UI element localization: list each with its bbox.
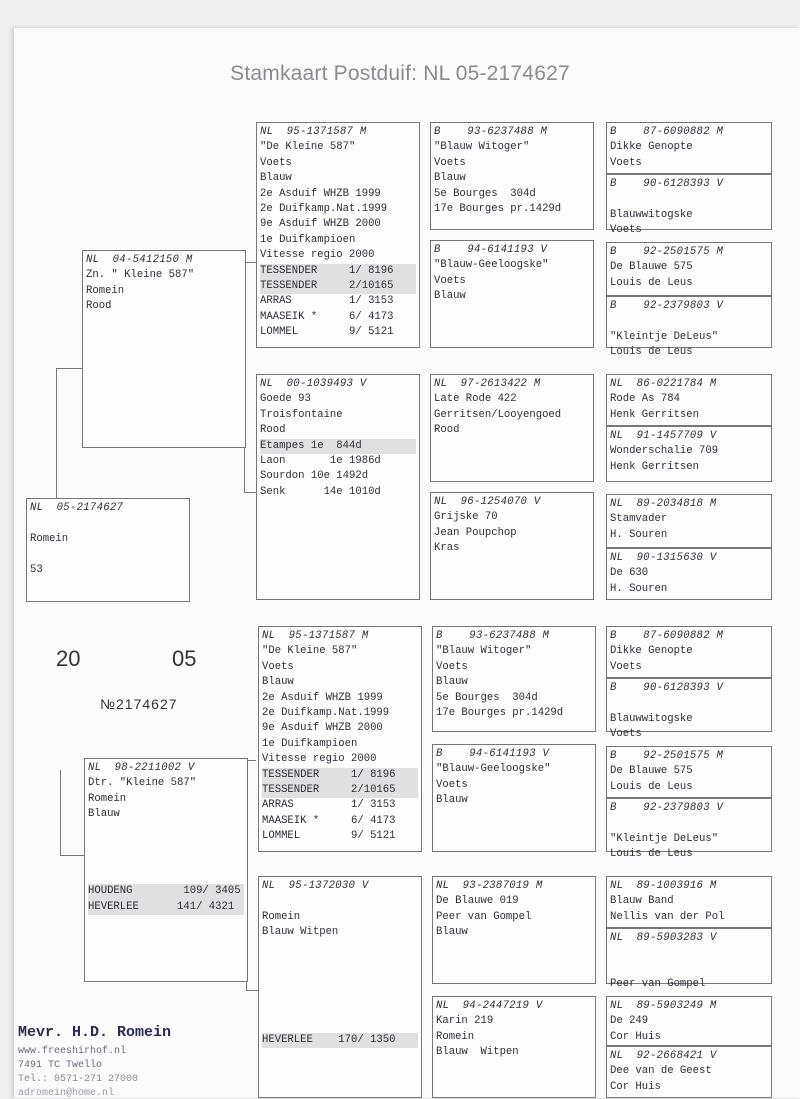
- card-line: Dikke Genopte: [610, 645, 693, 658]
- ds-dam-card: [432, 744, 596, 852]
- ring-code: B 87-6090882 M: [610, 126, 724, 138]
- card-line: [610, 946, 768, 961]
- card-line: Vitesse regio 2000: [260, 249, 375, 262]
- card-line: Troisfontaine: [260, 408, 343, 421]
- card-line: Blauw: [434, 290, 466, 303]
- card-line: Goede 93: [260, 393, 311, 406]
- card-line: 2e Duifkamp.Nat.1999: [260, 202, 388, 215]
- sdd-sire-card: [606, 494, 772, 548]
- card-line: [610, 962, 768, 977]
- connector-line: [56, 368, 57, 498]
- card-line: Voets: [610, 728, 642, 741]
- ring-code: B 94-6141193 V: [434, 244, 548, 256]
- dss-dam-card: [606, 678, 772, 741]
- card-line: Romein: [88, 792, 127, 805]
- ring-code: B 92-2379803 V: [610, 300, 724, 312]
- card-line: [262, 894, 418, 909]
- ring-year-left: 20: [56, 646, 81, 671]
- card-line: Peer van Gompel: [610, 978, 706, 991]
- ring-code: NL 98-2211002 V: [88, 762, 195, 774]
- dd-dam-card: [432, 996, 596, 1098]
- ss-dam-card: [430, 240, 594, 348]
- sds-dam-card: [606, 426, 772, 482]
- card-line: Vitesse regio 2000: [262, 753, 377, 766]
- card-line: Blauw: [88, 808, 120, 821]
- sss-dam-card: [606, 174, 772, 237]
- dsd-dam-card: [606, 798, 772, 861]
- card-line: LOMMEL 9/ 5121: [260, 326, 394, 339]
- card-line: Peer van Gompel: [436, 910, 532, 923]
- card-line: "Blauw-Geeloogske": [434, 259, 549, 272]
- card-line: Voets: [434, 156, 466, 169]
- dam-dam-card: [258, 876, 422, 1098]
- card-line: Laon 1e 1986d: [260, 454, 381, 467]
- card-line: Voets: [610, 224, 642, 237]
- card-line: Louis de Leus: [610, 276, 693, 289]
- card-line: HEVERLEE 141/ 4321: [88, 900, 244, 915]
- owner-name: Mevr. H.D. Romein: [18, 1024, 172, 1041]
- sds-sire-card: [606, 374, 772, 426]
- sss-sire-card: [606, 122, 772, 174]
- card-line: Blauw: [262, 676, 294, 689]
- ring-code: NL 91-1457709 V: [610, 430, 717, 442]
- ssd-sire-card: [606, 242, 772, 296]
- card-line: [262, 941, 418, 956]
- card-line: "Blauw Witoger": [436, 645, 532, 658]
- card-line: Romein: [30, 532, 69, 545]
- card-line: Romein: [436, 1030, 475, 1043]
- card-line: Blauw: [436, 676, 468, 689]
- ring-code: NL 89-1003916 M: [610, 880, 717, 892]
- card-line: Blauwwitogske: [610, 712, 693, 725]
- sire-dam-card: [256, 374, 420, 600]
- card-line: Zn. " Kleine 587": [86, 269, 195, 282]
- card-line: Grijske 70: [434, 511, 498, 524]
- card-line: [610, 696, 768, 711]
- card-line: De Blauwe 575: [610, 765, 693, 778]
- ring-code: NL 93-2387019 M: [436, 880, 543, 892]
- card-line: LOMMEL 9/ 5121: [262, 830, 396, 843]
- card-line: Blauw: [260, 172, 292, 185]
- card-line: Voets: [610, 660, 642, 673]
- card-line: Voets: [610, 156, 642, 169]
- card-line: MAASEIK * 6/ 4173: [260, 310, 394, 323]
- card-line: Blauwwitogske: [610, 208, 693, 221]
- ring-number: №2174627: [100, 696, 178, 712]
- owner-website: www.freeshirhof.nl: [18, 1046, 127, 1057]
- connector-line: [246, 990, 258, 991]
- card-line: Henk Gerritsen: [610, 460, 700, 473]
- owner-address: 7491 TC Twello: [18, 1060, 103, 1071]
- ring-code: B 93-6237488 M: [434, 126, 548, 138]
- card-line: 2e Asduif WHZB 1999: [260, 187, 381, 200]
- card-line: 17e Bourges pr.1429d: [434, 202, 562, 215]
- ring-code: NL 96-1254070 V: [434, 496, 541, 508]
- card-line: [610, 192, 768, 207]
- card-line: Henk Gerritsen: [610, 408, 700, 421]
- ring-code: NL 00-1039493 V: [260, 378, 367, 390]
- card-line: ARRAS 1/ 3153: [262, 799, 396, 812]
- ring-code: NL 94-2447219 V: [436, 1000, 543, 1012]
- card-line: Louis de Leus: [610, 780, 693, 793]
- ring-code: NL 95-1372030 V: [262, 880, 369, 892]
- card-line: 1e Duifkampioen: [262, 737, 358, 750]
- card-line: "De Kleine 587": [262, 645, 358, 658]
- card-line: [262, 971, 418, 986]
- dam-sire-card: [258, 626, 422, 852]
- card-line: 9e Asduif WHZB 2000: [262, 722, 383, 735]
- ring-code: NL 05-2174627: [30, 502, 124, 514]
- card-line: Jean Poupchop: [434, 526, 517, 539]
- dds-dam-card: [606, 928, 772, 991]
- ring-code: NL 89-2034818 M: [610, 498, 717, 510]
- card-line: "Kleintje DeLeus": [610, 832, 719, 845]
- card-line: 5e Bourges 304d: [434, 187, 536, 200]
- sdd-dam-card: [606, 548, 772, 600]
- card-line: [610, 314, 768, 329]
- ring-code: B 90-6128393 V: [610, 178, 724, 190]
- card-line: 2e Duifkamp.Nat.1999: [262, 706, 390, 719]
- ss-sire-card: [430, 122, 594, 230]
- card-line: H. Souren: [610, 528, 668, 541]
- card-line: Blauw: [436, 794, 468, 807]
- pigeon-card: [26, 498, 190, 602]
- card-line: Romein: [86, 284, 125, 297]
- card-line: Karin 219: [436, 1015, 494, 1028]
- ring-code: NL 90-1315630 V: [610, 552, 717, 564]
- card-line: Kras: [434, 542, 460, 555]
- card-line: Stamvader: [610, 513, 668, 526]
- ddd-sire-card: [606, 996, 772, 1046]
- card-line: Blauw Witpen: [262, 926, 339, 939]
- card-line: [262, 1002, 418, 1017]
- card-line: Blauw: [434, 172, 466, 185]
- card-line: "Blauw-Geeloogske": [436, 763, 551, 776]
- card-line: De 249: [610, 1015, 649, 1028]
- ring-code: NL 89-5903283 V: [610, 932, 717, 944]
- card-line: Etampes 1e 844d: [260, 439, 416, 454]
- card-line: Dtr. "Kleine 587": [88, 777, 197, 790]
- card-line: Voets: [262, 660, 294, 673]
- card-line: HEVERLEE 170/ 1350: [262, 1033, 418, 1048]
- card-line: [610, 816, 768, 831]
- card-line: Blauw: [436, 926, 468, 939]
- ring-code: B 92-2379803 V: [610, 802, 724, 814]
- card-line: Cor Huis: [610, 1030, 661, 1043]
- card-line: Louis de Leus: [610, 848, 693, 861]
- card-line: [262, 1018, 418, 1033]
- card-line: Cor Huis: [610, 1080, 661, 1093]
- card-line: Voets: [436, 778, 468, 791]
- ssd-dam-card: [606, 296, 772, 359]
- ddd-dam-card: [606, 1046, 772, 1098]
- card-line: Wonderschalie 709: [610, 445, 719, 458]
- ring-code: B 87-6090882 M: [610, 630, 724, 642]
- ring-code: NL 86-0221784 M: [610, 378, 717, 390]
- ring-code: B 92-2501575 M: [610, 750, 724, 762]
- card-line: Voets: [434, 274, 466, 287]
- card-line: Dikke Genopte: [610, 141, 693, 154]
- ring-code: NL 95-1371587 M: [262, 630, 369, 642]
- card-line: 17e Bourges pr.1429d: [436, 706, 564, 719]
- card-line: Louis de Leus: [610, 346, 693, 359]
- sire-sire-card: [256, 122, 420, 348]
- card-line: Nellis van der Pol: [610, 910, 725, 923]
- sire-card: [82, 250, 246, 448]
- ring-code: NL 92-2668421 V: [610, 1050, 717, 1062]
- card-line: 2e Asduif WHZB 1999: [262, 691, 383, 704]
- ring-code: NL 95-1371587 M: [260, 126, 367, 138]
- ds-sire-card: [432, 626, 596, 732]
- card-line: De Blauwe 019: [436, 895, 519, 908]
- card-line: "Blauw Witoger": [434, 141, 530, 154]
- card-line: De Blauwe 575: [610, 261, 693, 274]
- card-line: Voets: [436, 660, 468, 673]
- card-line: TESSENDER 1/ 8196: [262, 768, 418, 783]
- card-line: De 630: [610, 567, 649, 580]
- card-line: HOUDENG 109/ 3405: [88, 884, 244, 899]
- dam-card: [84, 758, 248, 982]
- dds-sire-card: [606, 876, 772, 928]
- connector-line: [56, 368, 82, 369]
- card-line: [30, 516, 186, 531]
- card-line: Rood: [434, 424, 460, 437]
- card-line: Sourdon 10e 1492d: [260, 470, 369, 483]
- card-line: Senk 14e 1010d: [260, 485, 381, 498]
- card-line: Rood: [260, 424, 286, 437]
- card-line: 1e Duifkampioen: [260, 233, 356, 246]
- card-line: "De Kleine 587": [260, 141, 356, 154]
- connector-line: [244, 492, 256, 493]
- card-line: ARRAS 1/ 3153: [260, 295, 394, 308]
- card-line: [262, 987, 418, 1002]
- ring-code: NL 04-5412150 M: [86, 254, 193, 266]
- ring-code: NL 89-5903249 M: [610, 1000, 717, 1012]
- connector-line: [60, 770, 61, 855]
- sd-sire-card: [430, 374, 594, 482]
- ring-code: B 92-2501575 M: [610, 246, 724, 258]
- card-line: H. Souren: [610, 582, 668, 595]
- card-line: Voets: [260, 156, 292, 169]
- page-title: Stamkaart Postduif: NL 05-2174627: [230, 62, 570, 85]
- card-line: MAASEIK * 6/ 4173: [262, 814, 396, 827]
- card-line: TESSENDER 2/10165: [262, 783, 418, 798]
- ring-code: B 94-6141193 V: [436, 748, 550, 760]
- card-line: 53: [30, 563, 43, 576]
- ring-code: B 90-6128393 V: [610, 682, 724, 694]
- card-line: [88, 823, 244, 838]
- card-line: Rode As 784: [610, 393, 680, 406]
- card-line: TESSENDER 1/ 8196: [260, 264, 416, 279]
- card-line: 9e Asduif WHZB 2000: [260, 218, 381, 231]
- card-line: Dee van de Geest: [610, 1065, 712, 1078]
- card-line: Late Rode 422: [434, 393, 517, 406]
- dss-sire-card: [606, 626, 772, 678]
- card-line: Romein: [262, 910, 301, 923]
- ring-code: NL 97-2613422 M: [434, 378, 541, 390]
- card-line: TESSENDER 2/10165: [260, 279, 416, 294]
- card-line: Blauw Witpen: [436, 1046, 519, 1059]
- card-line: Rood: [86, 300, 112, 313]
- card-line: [88, 869, 244, 884]
- card-line: "Kleintje DeLeus": [610, 330, 719, 343]
- card-line: [88, 853, 244, 868]
- card-line: [88, 838, 244, 853]
- ring-year-right: 05: [172, 646, 197, 671]
- ring-code: B 93-6237488 M: [436, 630, 550, 642]
- dd-sire-card: [432, 876, 596, 984]
- card-line: 5e Bourges 304d: [436, 691, 538, 704]
- card-line: [262, 956, 418, 971]
- owner-phone: Tel.: 0571-271 27000: [18, 1074, 139, 1085]
- card-line: Blauw Band: [610, 895, 674, 908]
- owner-email: adromein@home.nl: [18, 1088, 115, 1099]
- connector-line: [60, 855, 84, 856]
- sd-dam-card: [430, 492, 594, 600]
- card-line: Gerritsen/Looyengoed: [434, 408, 562, 421]
- dsd-sire-card: [606, 746, 772, 798]
- card-line: [30, 547, 186, 562]
